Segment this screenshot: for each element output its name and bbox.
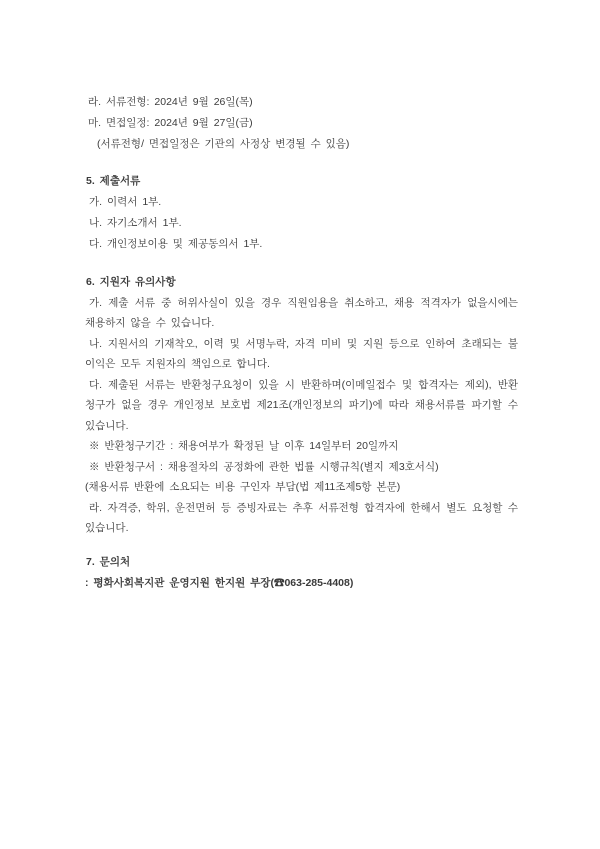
submission-item-cover-letter: 나. 자기소개서 1부.: [89, 217, 182, 229]
notice-line-return-form: ※ 반환청구서 : 채용절차의 공정화에 관한 법률 시행규칙(별지 제3호서식): [89, 460, 439, 473]
section-6-applicant-notes: [85, 272, 518, 539]
document-content: [85, 92, 518, 594]
schedule-block: [85, 92, 518, 155]
submission-item-resume: 가. 이력서 1부.: [89, 196, 162, 208]
submission-item-privacy-consent: 다. 개인정보이용 및 제공동의서 1부.: [89, 238, 263, 250]
notice-line-applicant-responsibility-2: 이익은 모두 지원자의 책임으로 합니다.: [85, 358, 270, 370]
notice-line-document-return-2: 청구가 없을 경우 개인정보 보호법 제21조(개인정보의 파기)에 따라 채용서류를 파기할 수: [85, 399, 518, 411]
section5-title: 5. 제출서류: [86, 175, 141, 187]
contact-line: : 평화사회복지관 운영지원 한지원 부장(☎063-285-4408): [85, 576, 354, 589]
notice-line-return-period: ※ 반환청구기간 : 채용여부가 확정된 날 이후 14일부터 20일까지: [89, 440, 399, 452]
notice-line-document-return-1: 다. 제출된 서류는 반환청구요청이 있을 시 반환하며(이메일접수 및 합격자는 제외), 반환: [89, 378, 518, 391]
section6-title: 6. 지원자 유의사항: [86, 276, 176, 288]
notice-line-return-cost: (채용서류 반환에 소요되는 비용 구인자 부담(법 제11조제5항 본문): [85, 481, 401, 493]
notice-line-supporting-documents-2: 있습니다.: [85, 522, 129, 534]
notice-line-applicant-responsibility-1: 나. 지원서의 기재착오, 이력 및 서명누락, 자격 미비 및 지원 등으로 인하여 초래되는 불: [89, 337, 518, 350]
notice-line-false-statement-2: 채용하지 않을 수 있습니다.: [85, 317, 215, 329]
schedule-change-note: (서류전형/ 면접일정은 기관의 사정상 변경될 수 있음): [97, 138, 350, 150]
schedule-line-document-screening: 라. 서류전형: 2024년 9월 26일(목): [88, 96, 253, 108]
section-7-contact: [85, 552, 518, 594]
notice-line-false-statement-1: 가. 제출 서류 중 허위사실이 있을 경우 직원임용을 취소하고, 채용 적격자가 없을시에는: [89, 296, 518, 309]
notice-line-document-return-3: 있습니다.: [85, 419, 129, 432]
section-5-submission-documents: [85, 171, 518, 255]
notice-line-supporting-documents-1: 라. 자격증, 학위, 운전면허 등 증빙자료는 추후 서류전형 합격자에 한해서 별도 요청할 수: [89, 501, 518, 514]
section7-title: 7. 문의처: [86, 555, 131, 568]
schedule-line-interview: 마. 면접일정: 2024년 9월 27일(금): [88, 117, 253, 129]
